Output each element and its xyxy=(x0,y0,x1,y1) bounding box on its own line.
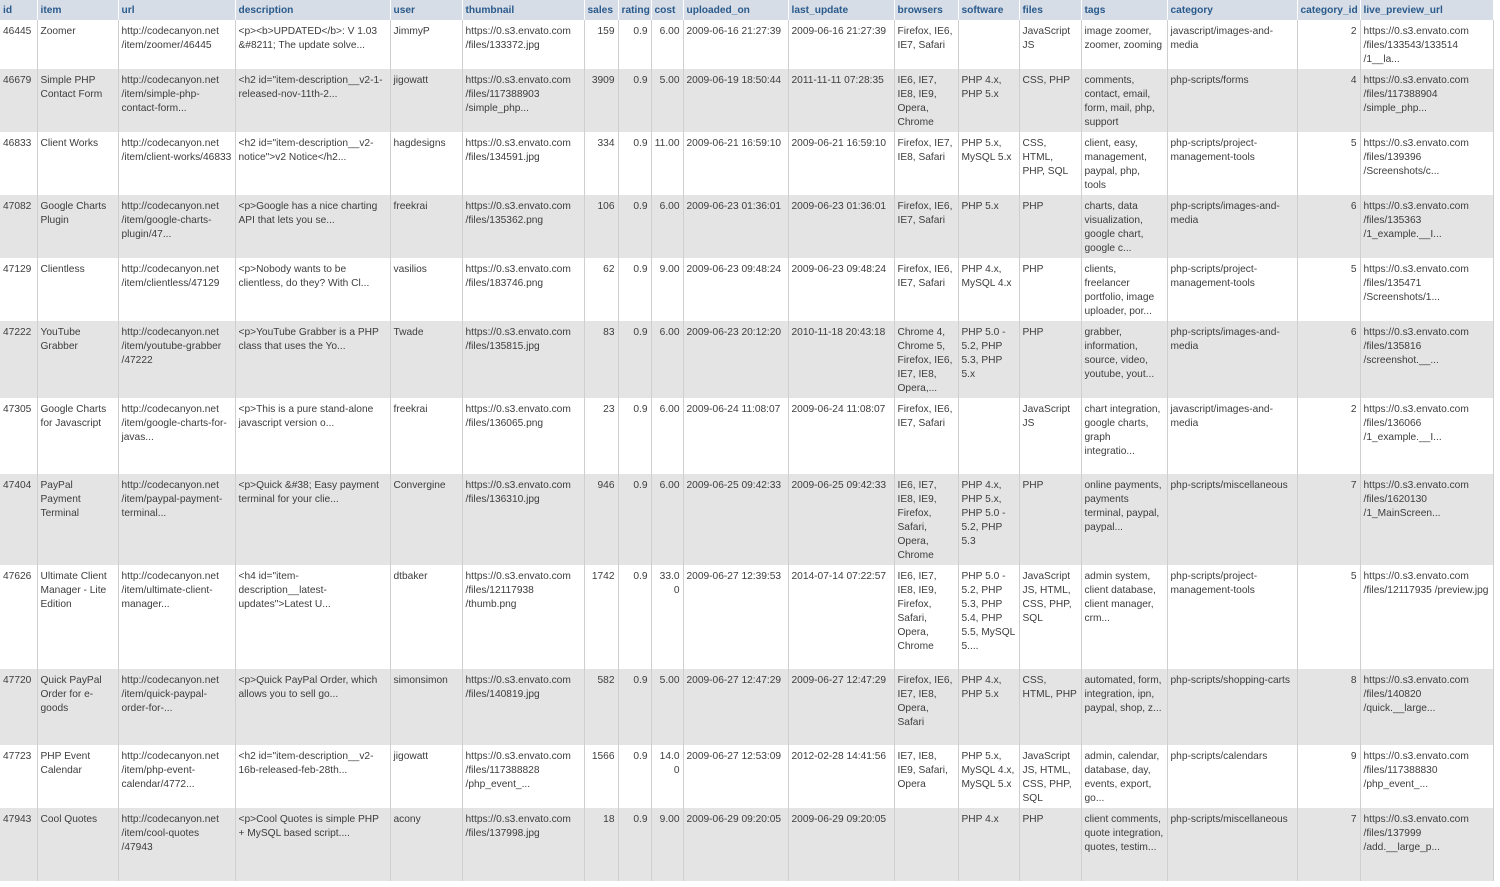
cell-description: <h2 id="item-description__v2-notice">v2 Notice</h2... xyxy=(235,132,390,195)
cell-cost: 5.00 xyxy=(651,69,683,132)
cell-category: php-scripts/miscellaneous xyxy=(1167,474,1297,565)
cell-last-update: 2009-06-23 01:36:01 xyxy=(788,195,894,258)
cell-description: <h4 id="item-description__latest-updates">Latest U... xyxy=(235,565,390,669)
cell-live-preview-url: https://0.s3.envato.com /files/12117935 /preview.jpg xyxy=(1360,565,1493,669)
cell-software: PHP 4.x, PHP 5.x xyxy=(958,669,1019,745)
cell-user: freekrai xyxy=(390,398,462,474)
cell-item: Zoomer xyxy=(37,20,118,69)
cell-sales: 159 xyxy=(584,20,618,69)
cell-uploaded-on: 2009-06-27 12:47:29 xyxy=(683,669,788,745)
table-row[interactable] xyxy=(0,20,1493,69)
cell-url: http://codecanyon.net /item/google-charts-plugin/47... xyxy=(118,195,235,258)
cell-cost: 11.00 xyxy=(651,132,683,195)
cell-category: javascript/images-and-media xyxy=(1167,20,1297,69)
cell-url: http://codecanyon.net /item/quick-paypal-order-for-... xyxy=(118,669,235,745)
cell-live-preview-url: https://0.s3.envato.com /files/133543/133514 /1__la... xyxy=(1360,20,1493,69)
cell-id: 47943 xyxy=(0,808,37,881)
cell-last-update: 2009-06-21 16:59:10 xyxy=(788,132,894,195)
cell-user: jigowatt xyxy=(390,745,462,808)
cell-rating: 0.9 xyxy=(618,398,651,474)
cell-cost: 14.00 xyxy=(651,745,683,808)
cell-category: php-scripts/images-and-media xyxy=(1167,195,1297,258)
cell-url: http://codecanyon.net /item/google-charts-for-javas... xyxy=(118,398,235,474)
cell-description: <p>Quick PayPal Order, which allows you to sell go... xyxy=(235,669,390,745)
cell-item: Client Works xyxy=(37,132,118,195)
cell-uploaded-on: 2009-06-23 20:12:20 xyxy=(683,321,788,398)
cell-category: javascript/images-and-media xyxy=(1167,398,1297,474)
cell-live-preview-url: https://0.s3.envato.com /files/117388904 /simple_php... xyxy=(1360,69,1493,132)
cell-user: freekrai xyxy=(390,195,462,258)
cell-software: PHP 4.x, MySQL 4.x xyxy=(958,258,1019,321)
table-row[interactable] xyxy=(0,132,1493,195)
cell-uploaded-on: 2009-06-23 09:48:24 xyxy=(683,258,788,321)
column-header-last-update[interactable]: last_update xyxy=(788,0,894,20)
cell-user: acony xyxy=(390,808,462,881)
cell-thumbnail: https://0.s3.envato.com /files/135815.jpg xyxy=(462,321,584,398)
cell-cost: 6.00 xyxy=(651,20,683,69)
cell-id: 47305 xyxy=(0,398,37,474)
cell-user: jigowatt xyxy=(390,69,462,132)
cell-rating: 0.9 xyxy=(618,258,651,321)
cell-thumbnail: https://0.s3.envato.com /files/12117938 /thumb.png xyxy=(462,565,584,669)
cell-last-update: 2014-07-14 07:22:57 xyxy=(788,565,894,669)
cell-files: JavaScript JS xyxy=(1019,20,1081,69)
cell-category-id: 7 xyxy=(1297,808,1360,881)
cell-sales: 3909 xyxy=(584,69,618,132)
cell-software: PHP 4.x xyxy=(958,808,1019,881)
column-header-category-id[interactable]: category_id xyxy=(1297,0,1360,20)
cell-sales: 106 xyxy=(584,195,618,258)
cell-uploaded-on: 2009-06-23 01:36:01 xyxy=(683,195,788,258)
cell-category: php-scripts/project-management-tools xyxy=(1167,258,1297,321)
cell-thumbnail: https://0.s3.envato.com /files/117388903 /simple_php... xyxy=(462,69,584,132)
cell-files: PHP xyxy=(1019,195,1081,258)
cell-cost: 33.00 xyxy=(651,565,683,669)
cell-software: PHP 4.x, PHP 5.x xyxy=(958,69,1019,132)
cell-url: http://codecanyon.net /item/zoomer/46445 xyxy=(118,20,235,69)
cell-category: php-scripts/forms xyxy=(1167,69,1297,132)
cell-thumbnail: https://0.s3.envato.com /files/135362.png xyxy=(462,195,584,258)
cell-browsers: IE6, IE7, IE8, IE9, Firefox, Safari, Opera, Chrome xyxy=(894,565,958,669)
cell-files: CSS, HTML, PHP, SQL xyxy=(1019,132,1081,195)
cell-category: php-scripts/miscellaneous xyxy=(1167,808,1297,881)
table-row[interactable] xyxy=(0,321,1493,398)
cell-thumbnail: https://0.s3.envato.com /files/133372.jpg xyxy=(462,20,584,69)
cell-sales: 23 xyxy=(584,398,618,474)
cell-item: YouTube Grabber xyxy=(37,321,118,398)
header-row xyxy=(0,0,1493,20)
cell-software: PHP 5.0 - 5.2, PHP 5.3, PHP 5.x xyxy=(958,321,1019,398)
cell-files: PHP xyxy=(1019,321,1081,398)
cell-files: JavaScript JS, HTML, CSS, PHP, SQL xyxy=(1019,745,1081,808)
cell-category: php-scripts/images-and-media xyxy=(1167,321,1297,398)
cell-sales: 1742 xyxy=(584,565,618,669)
cell-description: <h2 id="item-description__v2-1-released-nov-11th-2... xyxy=(235,69,390,132)
cell-thumbnail: https://0.s3.envato.com /files/137998.jpg xyxy=(462,808,584,881)
cell-tags: clients, freelancer portfolio, image uploader, por... xyxy=(1081,258,1167,321)
cell-category: php-scripts/project-management-tools xyxy=(1167,132,1297,195)
cell-live-preview-url: https://0.s3.envato.com /files/1620130 /1_MainScreen... xyxy=(1360,474,1493,565)
cell-user: Convergine xyxy=(390,474,462,565)
table-row[interactable] xyxy=(0,474,1493,565)
cell-category-id: 5 xyxy=(1297,258,1360,321)
cell-category-id: 9 xyxy=(1297,745,1360,808)
cell-files: CSS, PHP xyxy=(1019,69,1081,132)
cell-tags: image zoomer, zoomer, zooming xyxy=(1081,20,1167,69)
cell-cost: 9.00 xyxy=(651,258,683,321)
cell-item: Quick PayPal Order for e-goods xyxy=(37,669,118,745)
column-header-browsers[interactable]: browsers xyxy=(894,0,958,20)
cell-live-preview-url: https://0.s3.envato.com /files/140820 /quick.__large... xyxy=(1360,669,1493,745)
cell-item: PHP Event Calendar xyxy=(37,745,118,808)
cell-rating: 0.9 xyxy=(618,69,651,132)
cell-software xyxy=(958,398,1019,474)
cell-tags: grabber, information, source, video, youtube, yout... xyxy=(1081,321,1167,398)
cell-software: PHP 4.x, PHP 5.x, PHP 5.0 - 5.2, PHP 5.3 xyxy=(958,474,1019,565)
cell-cost: 6.00 xyxy=(651,398,683,474)
cell-id: 47404 xyxy=(0,474,37,565)
cell-item: Cool Quotes xyxy=(37,808,118,881)
cell-tags: admin, calendar, database, day, events, export, go... xyxy=(1081,745,1167,808)
cell-live-preview-url: https://0.s3.envato.com /files/135816 /screenshot.__... xyxy=(1360,321,1493,398)
cell-description: <p>YouTube Grabber is a PHP class that uses the Yo... xyxy=(235,321,390,398)
cell-cost: 6.00 xyxy=(651,321,683,398)
cell-browsers xyxy=(894,808,958,881)
cell-cost: 6.00 xyxy=(651,474,683,565)
cell-software: PHP 5.x, MySQL 5.x xyxy=(958,132,1019,195)
column-header-rating[interactable]: rating xyxy=(618,0,651,20)
cell-browsers: Firefox, IE6, IE7, Safari xyxy=(894,398,958,474)
cell-tags: admin system, client database, client manager, crm... xyxy=(1081,565,1167,669)
cell-last-update: 2009-06-29 09:20:05 xyxy=(788,808,894,881)
cell-sales: 83 xyxy=(584,321,618,398)
cell-url: http://codecanyon.net /item/client-works/46833 xyxy=(118,132,235,195)
cell-user: dtbaker xyxy=(390,565,462,669)
cell-item: Google Charts for Javascript xyxy=(37,398,118,474)
cell-category: php-scripts/project-management-tools xyxy=(1167,565,1297,669)
cell-description: <p><b>UPDATED</b>: V 1.03 &#8211; The update solve... xyxy=(235,20,390,69)
cell-tags: client comments, quote integration, quotes, testim... xyxy=(1081,808,1167,881)
cell-user: hagdesigns xyxy=(390,132,462,195)
cell-tags: automated, form, integration, ipn, paypal, shop, z... xyxy=(1081,669,1167,745)
cell-item: PayPal Payment Terminal xyxy=(37,474,118,565)
cell-uploaded-on: 2009-06-25 09:42:33 xyxy=(683,474,788,565)
cell-user: simonsimon xyxy=(390,669,462,745)
cell-uploaded-on: 2009-06-27 12:53:09 xyxy=(683,745,788,808)
cell-rating: 0.9 xyxy=(618,132,651,195)
cell-live-preview-url: https://0.s3.envato.com /files/139396 /Screenshots/c... xyxy=(1360,132,1493,195)
column-header-live-preview-url[interactable]: live_preview_url xyxy=(1360,0,1493,20)
column-header-files[interactable]: files xyxy=(1019,0,1081,20)
cell-cost: 5.00 xyxy=(651,669,683,745)
cell-id: 47222 xyxy=(0,321,37,398)
cell-category-id: 8 xyxy=(1297,669,1360,745)
cell-last-update: 2009-06-23 09:48:24 xyxy=(788,258,894,321)
table-row[interactable] xyxy=(0,195,1493,258)
cell-browsers: IE6, IE7, IE8, IE9, Firefox, Safari, Opera, Chrome xyxy=(894,474,958,565)
cell-browsers: Firefox, IE6, IE7, IE8, Opera, Safari xyxy=(894,669,958,745)
cell-id: 47082 xyxy=(0,195,37,258)
cell-last-update: 2009-06-16 21:27:39 xyxy=(788,20,894,69)
column-header-uploaded-on[interactable]: uploaded_on xyxy=(683,0,788,20)
cell-thumbnail: https://0.s3.envato.com /files/117388828 /php_event_... xyxy=(462,745,584,808)
column-header-sales[interactable]: sales xyxy=(584,0,618,20)
cell-url: http://codecanyon.net /item/clientless/47129 xyxy=(118,258,235,321)
cell-category-id: 5 xyxy=(1297,565,1360,669)
cell-rating: 0.9 xyxy=(618,808,651,881)
cell-live-preview-url: https://0.s3.envato.com /files/135471 /Screenshots/1... xyxy=(1360,258,1493,321)
table-row[interactable] xyxy=(0,398,1493,474)
column-header-tags[interactable]: tags xyxy=(1081,0,1167,20)
column-header-category[interactable]: category xyxy=(1167,0,1297,20)
cell-thumbnail: https://0.s3.envato.com /files/140819.jpg xyxy=(462,669,584,745)
cell-rating: 0.9 xyxy=(618,20,651,69)
cell-category-id: 5 xyxy=(1297,132,1360,195)
cell-last-update: 2011-11-11 07:28:35 xyxy=(788,69,894,132)
cell-category-id: 6 xyxy=(1297,195,1360,258)
cell-url: http://codecanyon.net /item/simple-php-contact-form... xyxy=(118,69,235,132)
cell-rating: 0.9 xyxy=(618,745,651,808)
cell-live-preview-url: https://0.s3.envato.com /files/137999 /add.__large_p... xyxy=(1360,808,1493,881)
cell-files: PHP xyxy=(1019,258,1081,321)
cell-live-preview-url: https://0.s3.envato.com /files/135363 /1_example.__I... xyxy=(1360,195,1493,258)
cell-uploaded-on: 2009-06-16 21:27:39 xyxy=(683,20,788,69)
cell-sales: 334 xyxy=(584,132,618,195)
cell-id: 46445 xyxy=(0,20,37,69)
cell-browsers: IE6, IE7, IE8, IE9, Opera, Chrome xyxy=(894,69,958,132)
cell-description: <p>Cool Quotes is simple PHP + MySQL based script.... xyxy=(235,808,390,881)
cell-id: 47720 xyxy=(0,669,37,745)
cell-category: php-scripts/shopping-carts xyxy=(1167,669,1297,745)
table-row[interactable] xyxy=(0,808,1493,881)
cell-item: Clientless xyxy=(37,258,118,321)
cell-description: <h2 id="item-description__v2-16b-released-feb-28th... xyxy=(235,745,390,808)
cell-url: http://codecanyon.net /item/youtube-grabber /47222 xyxy=(118,321,235,398)
column-header-user[interactable]: user xyxy=(390,0,462,20)
cell-category-id: 4 xyxy=(1297,69,1360,132)
cell-uploaded-on: 2009-06-29 09:20:05 xyxy=(683,808,788,881)
cell-last-update: 2010-11-18 20:43:18 xyxy=(788,321,894,398)
cell-sales: 1566 xyxy=(584,745,618,808)
cell-software: PHP 5.0 - 5.2, PHP 5.3, PHP 5.4, PHP 5.5, MySQL 5.... xyxy=(958,565,1019,669)
cell-user: JimmyP xyxy=(390,20,462,69)
cell-url: http://codecanyon.net /item/cool-quotes /47943 xyxy=(118,808,235,881)
table-row[interactable] xyxy=(0,69,1493,132)
cell-files: JavaScript JS, HTML, CSS, PHP, SQL xyxy=(1019,565,1081,669)
cell-rating: 0.9 xyxy=(618,669,651,745)
cell-files: JavaScript JS xyxy=(1019,398,1081,474)
column-header-item[interactable]: item xyxy=(37,0,118,20)
cell-item: Google Charts Plugin xyxy=(37,195,118,258)
cell-live-preview-url: https://0.s3.envato.com /files/136066 /1_example.__I... xyxy=(1360,398,1493,474)
cell-uploaded-on: 2009-06-21 16:59:10 xyxy=(683,132,788,195)
cell-software: PHP 5.x xyxy=(958,195,1019,258)
table-row[interactable] xyxy=(0,565,1493,669)
column-header-id[interactable]: id xyxy=(0,0,37,20)
cell-description: <p>This is a pure stand-alone javascript version o... xyxy=(235,398,390,474)
cell-sales: 18 xyxy=(584,808,618,881)
column-header-software[interactable]: software xyxy=(958,0,1019,20)
cell-last-update: 2012-02-28 14:41:56 xyxy=(788,745,894,808)
cell-item: Ultimate Client Manager - Lite Edition xyxy=(37,565,118,669)
cell-last-update: 2009-06-27 12:47:29 xyxy=(788,669,894,745)
cell-id: 47723 xyxy=(0,745,37,808)
cell-rating: 0.9 xyxy=(618,195,651,258)
cell-browsers: Firefox, IE6, IE7, Safari xyxy=(894,20,958,69)
cell-browsers: Chrome 4, Chrome 5, Firefox, IE6, IE7, IE8, Opera,... xyxy=(894,321,958,398)
cell-url: http://codecanyon.net /item/ultimate-client-manager... xyxy=(118,565,235,669)
cell-category: php-scripts/calendars xyxy=(1167,745,1297,808)
cell-url: http://codecanyon.net /item/php-event-calendar/4772... xyxy=(118,745,235,808)
cell-software xyxy=(958,20,1019,69)
table-row[interactable] xyxy=(0,669,1493,745)
cell-thumbnail: https://0.s3.envato.com /files/136310.jpg xyxy=(462,474,584,565)
cell-rating: 0.9 xyxy=(618,321,651,398)
cell-id: 47626 xyxy=(0,565,37,669)
cell-sales: 62 xyxy=(584,258,618,321)
cell-sales: 946 xyxy=(584,474,618,565)
column-header-thumbnail[interactable]: thumbnail xyxy=(462,0,584,20)
cell-live-preview-url: https://0.s3.envato.com /files/117388830 /php_event_... xyxy=(1360,745,1493,808)
cell-thumbnail: https://0.s3.envato.com /files/136065.png xyxy=(462,398,584,474)
cell-files: PHP xyxy=(1019,474,1081,565)
cell-last-update: 2009-06-24 11:08:07 xyxy=(788,398,894,474)
cell-id: 47129 xyxy=(0,258,37,321)
cell-browsers: Firefox, IE6, IE7, Safari xyxy=(894,195,958,258)
cell-category-id: 7 xyxy=(1297,474,1360,565)
cell-browsers: IE7, IE8, IE9, Safari, Opera xyxy=(894,745,958,808)
cell-sales: 582 xyxy=(584,669,618,745)
cell-software: PHP 5.x, MySQL 4.x, MySQL 5.x xyxy=(958,745,1019,808)
cell-files: CSS, HTML, PHP xyxy=(1019,669,1081,745)
cell-user: vasilios xyxy=(390,258,462,321)
cell-thumbnail: https://0.s3.envato.com /files/134591.jpg xyxy=(462,132,584,195)
cell-id: 46833 xyxy=(0,132,37,195)
cell-category-id: 2 xyxy=(1297,398,1360,474)
cell-cost: 6.00 xyxy=(651,195,683,258)
cell-tags: comments, contact, email, form, mail, php, support xyxy=(1081,69,1167,132)
cell-tags: online payments, payments terminal, paypal, paypal... xyxy=(1081,474,1167,565)
cell-uploaded-on: 2009-06-24 11:08:07 xyxy=(683,398,788,474)
column-header-cost[interactable]: cost xyxy=(651,0,683,20)
cell-browsers: Firefox, IE7, IE8, Safari xyxy=(894,132,958,195)
cell-tags: charts, data visualization, google chart, google c... xyxy=(1081,195,1167,258)
column-header-url[interactable]: url xyxy=(118,0,235,20)
column-header-description[interactable]: description xyxy=(235,0,390,20)
cell-rating: 0.9 xyxy=(618,474,651,565)
cell-user: Twade xyxy=(390,321,462,398)
table-row[interactable] xyxy=(0,258,1493,321)
cell-description: <p>Quick &#38; Easy payment terminal for your clie... xyxy=(235,474,390,565)
cell-uploaded-on: 2009-06-19 18:50:44 xyxy=(683,69,788,132)
cell-cost: 9.00 xyxy=(651,808,683,881)
cell-category-id: 2 xyxy=(1297,20,1360,69)
cell-url: http://codecanyon.net /item/paypal-payment-terminal... xyxy=(118,474,235,565)
cell-description: <p>Nobody wants to be clientless, do they? With Cl... xyxy=(235,258,390,321)
cell-category-id: 6 xyxy=(1297,321,1360,398)
cell-browsers: Firefox, IE6, IE7, Safari xyxy=(894,258,958,321)
cell-last-update: 2009-06-25 09:42:33 xyxy=(788,474,894,565)
cell-files: PHP xyxy=(1019,808,1081,881)
cell-item: Simple PHP Contact Form xyxy=(37,69,118,132)
cell-tags: chart integration, google charts, graph integratio... xyxy=(1081,398,1167,474)
cell-uploaded-on: 2009-06-27 12:39:53 xyxy=(683,565,788,669)
cell-id: 46679 xyxy=(0,69,37,132)
cell-thumbnail: https://0.s3.envato.com /files/183746.png xyxy=(462,258,584,321)
cell-tags: client, easy, management, paypal, php, tools xyxy=(1081,132,1167,195)
table-row[interactable] xyxy=(0,745,1493,808)
cell-description: <p>Google has a nice charting API that lets you se... xyxy=(235,195,390,258)
cell-rating: 0.9 xyxy=(618,565,651,669)
